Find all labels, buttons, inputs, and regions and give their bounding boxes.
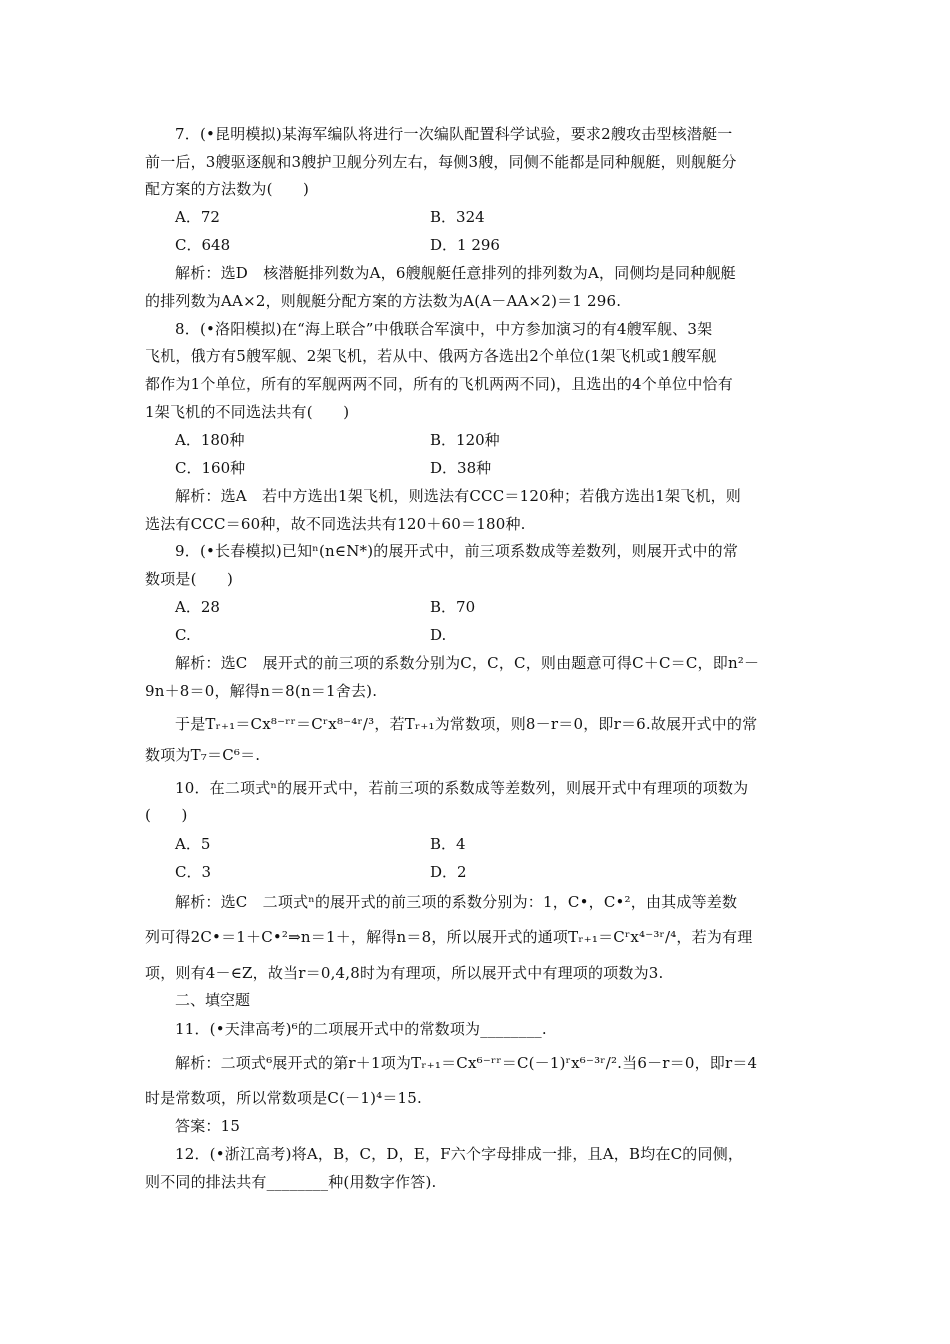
question-12-line-2: 则不同的排法共有________种(用数字作答). <box>145 1173 437 1191</box>
question-8-line-1: 8．(•洛阳模拟)在“海上联合”中俄联合军演中，中方参加演习的有4艘军舰、3架 <box>175 320 713 338</box>
question-9-solution-line-4: 数项为T₇＝C⁶＝. <box>145 746 261 764</box>
question-7-solution-line-1: 解析：选D 核潜艇排列数为A，6艘舰艇任意排列的排列数为A，同侧均是同种舰艇 <box>175 264 736 282</box>
question-9-solution-line-1: 解析：选C 展开式的前三项的系数分别为C，C，C，则由题意可得C＋C＝C，即n²－ <box>175 654 760 672</box>
question-10-solution-line-2: 列可得2C•＝1＋C•²⇒n＝1＋，解得n＝8，所以展开式的通项Tᵣ₊₁＝Cʳx⁴⁻³ʳ/⁴，若为有理 <box>145 928 753 946</box>
question-7-option-a: A．72 <box>175 208 220 226</box>
question-11-solution-line-1: 解析：二项式⁶展开式的第r＋1项为Tᵣ₊₁＝Cx⁶⁻ʳʳ＝C(－1)ʳx⁶⁻³ʳ/².当6－r＝0，即r＝4 <box>175 1054 758 1072</box>
question-9-line-2: 数项是( ) <box>145 570 234 588</box>
question-8-option-b: B．120种 <box>430 431 500 449</box>
question-9-solution-line-2: 9n＋8＝0，解得n＝8(n＝1舍去). <box>145 682 378 700</box>
question-9-option-c: C. <box>175 626 191 644</box>
question-8-solution-line-2: 选法有CCC＝60种，故不同选法共有120＋60＝180种. <box>145 515 526 533</box>
question-7-line-1: 7．(•昆明模拟)某海军编队将进行一次编队配置科学试验，要求2艘攻击型核潜艇一 <box>175 125 733 143</box>
question-11-solution-line-2: 时是常数项，所以常数项是C(－1)⁴＝15. <box>145 1089 422 1107</box>
question-10-option-a: A．5 <box>175 835 211 853</box>
question-10-line-2: ( ) <box>145 806 188 824</box>
question-10-option-b: B．4 <box>430 835 466 853</box>
question-8-line-4: 1架飞机的不同选法共有( ) <box>145 403 350 421</box>
question-7-line-3: 配方案的方法数为( ) <box>145 180 310 198</box>
question-7-line-2: 前一后，3艘驱逐舰和3艘护卫舰分列左右，每侧3艘，同侧不能都是同种舰艇，则舰艇分 <box>145 153 737 171</box>
question-7-option-d: D．1 296 <box>430 236 500 254</box>
question-7-option-b: B．324 <box>430 208 485 226</box>
question-10-option-c: C．3 <box>175 863 212 881</box>
question-8-solution-line-1: 解析：选A 若中方选出1架飞机，则选法有CCC＝120种；若俄方选出1架飞机，则 <box>175 487 741 505</box>
question-8-line-2: 飞机，俄方有5艘军舰、2架飞机，若从中、俄两方各选出2个单位(1架飞机或1艘军舰 <box>145 347 717 365</box>
section-heading-fill-in: 二、填空题 <box>175 991 251 1009</box>
question-9-option-d: D. <box>430 626 447 644</box>
question-7-solution-line-2: 的排列数为AA×2，则舰艇分配方案的方法数为A(A－AA×2)＝1 296. <box>145 292 622 310</box>
question-9-solution-line-3: 于是Tᵣ₊₁＝Cx⁸⁻ʳʳ＝Cʳx⁸⁻⁴ʳ/³，若Tᵣ₊₁为常数项，则8－r＝0，即r＝6.故展开式中的常 <box>175 715 758 733</box>
question-10-solution-line-1: 解析：选C 二项式ⁿ的展开式的前三项的系数分别为：1，C•，C•²，由其成等差数 <box>175 893 738 911</box>
question-11-line-1: 11．(•天津高考)⁶的二项展开式中的常数项为________. <box>175 1020 547 1038</box>
question-8-option-a: A．180种 <box>175 431 245 449</box>
question-7-option-c: C．648 <box>175 236 231 254</box>
question-9-option-a: A．28 <box>175 598 220 616</box>
question-9-line-1: 9．(•长春模拟)已知ⁿ(n∈N*)的展开式中，前三项系数成等差数列，则展开式中的常 <box>175 542 739 560</box>
question-10-line-1: 10．在二项式ⁿ的展开式中，若前三项的系数成等差数列，则展开式中有理项的项数为 <box>175 779 749 797</box>
question-9-option-b: B．70 <box>430 598 476 616</box>
question-12-line-1: 12．(•浙江高考)将A，B，C，D，E，F六个字母排成一排，且A，B均在C的同侧， <box>175 1145 744 1163</box>
question-8-option-c: C．160种 <box>175 459 246 477</box>
question-8-option-d: D．38种 <box>430 459 492 477</box>
question-10-solution-line-3: 项，则有4－∈Z，故当r＝0,4,8时为有理项，所以展开式中有理项的项数为3. <box>145 964 664 982</box>
question-10-option-d: D．2 <box>430 863 467 881</box>
question-8-line-3: 都作为1个单位，所有的军舰两两不同，所有的飞机两两不同)，且选出的4个单位中恰有 <box>145 375 733 393</box>
question-11-answer: 答案：15 <box>175 1117 241 1135</box>
